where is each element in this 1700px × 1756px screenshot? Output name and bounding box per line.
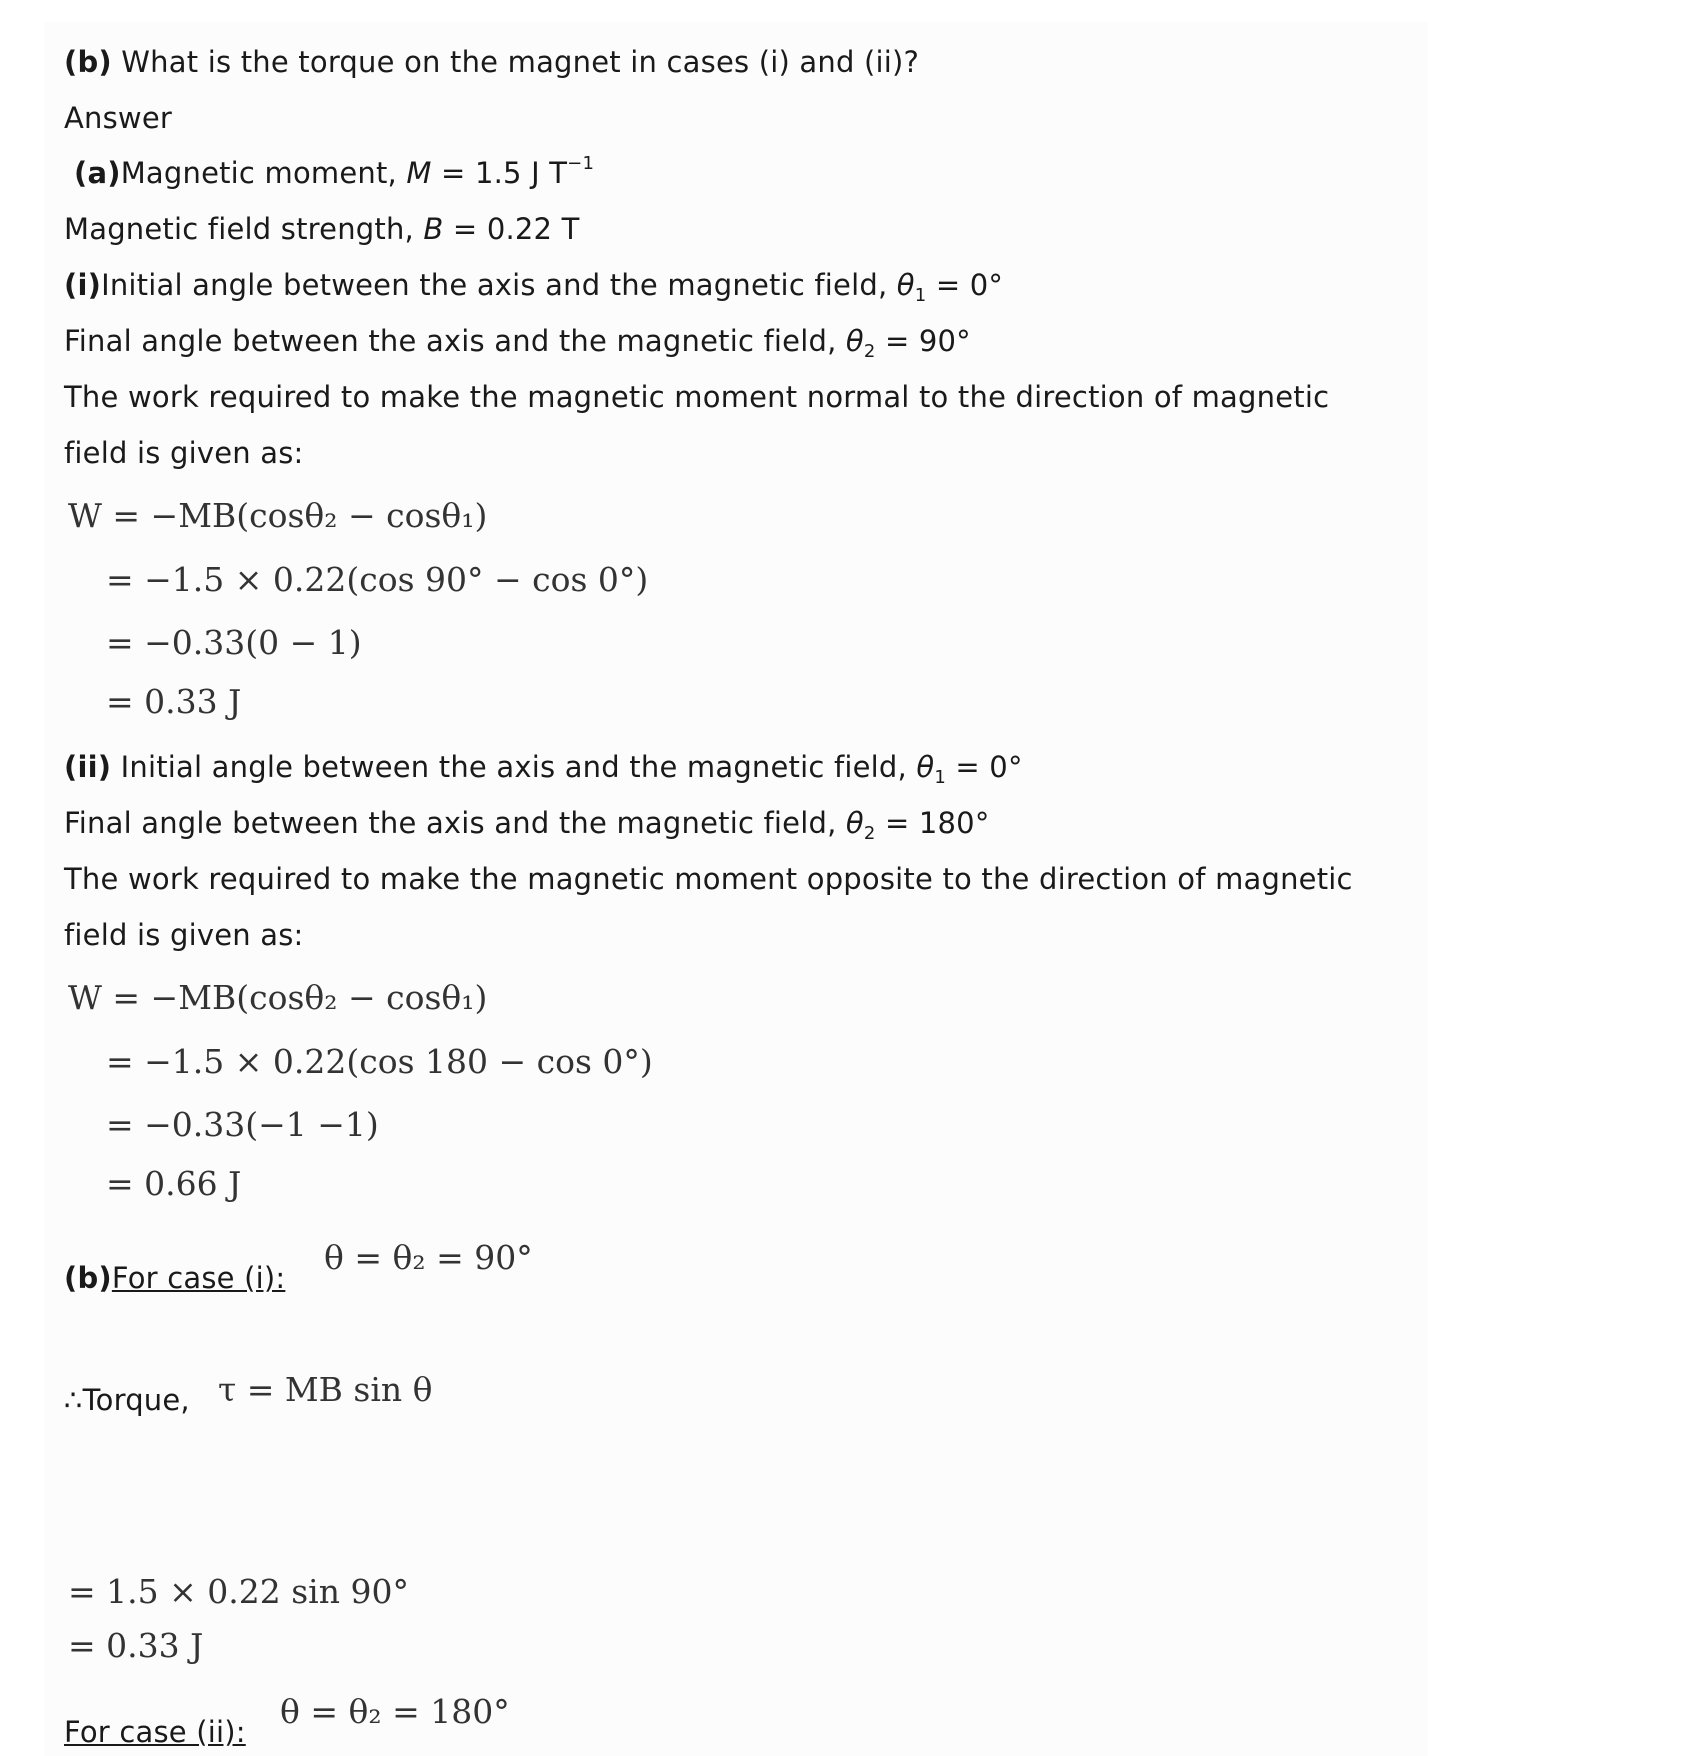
- case-ii-final-value: = 180°: [875, 806, 990, 840]
- for-case-i-link: For case (i):: [111, 1261, 286, 1295]
- case-i-final-value: = 90°: [875, 324, 971, 358]
- field-var: B: [423, 212, 444, 246]
- case-ii-eq2: = −1.5 × 0.22(cos 180 − cos 0°): [106, 1042, 653, 1081]
- case-i-initial-sub: 1: [914, 285, 927, 306]
- case-i-final-sub: 2: [863, 341, 876, 362]
- case-i-eq2: = −1.5 × 0.22(cos 90° − cos 0°): [106, 560, 649, 599]
- case-i-eq3: = −0.33(0 − 1): [106, 623, 362, 662]
- moment-var: M: [406, 156, 432, 190]
- case-i-initial-value: = 0°: [926, 268, 1004, 302]
- case-i-initial-var: θ: [896, 268, 915, 302]
- case-ii-initial-text: Initial angle between the axis and the magnetic field,: [111, 750, 917, 784]
- case-ii-initial-angle: [64, 749, 1023, 788]
- part-b-label: (b): [64, 1261, 112, 1295]
- magnetic-moment-line: [74, 155, 594, 191]
- case-i-label: (i): [64, 268, 102, 302]
- moment-exp: −1: [567, 153, 595, 174]
- case-i-final-text: Final angle between the axis and the magnetic field,: [64, 324, 846, 358]
- case-i-work-line2: field is given as:: [64, 436, 304, 470]
- moment-text: Magnetic moment,: [120, 156, 407, 190]
- torque-eq: τ = MB sin θ: [218, 1370, 433, 1409]
- case-i-final-angle: [64, 323, 971, 362]
- for-case-ii-link: For case (ii):: [64, 1715, 246, 1749]
- case-i-initial-angle: [64, 267, 1004, 306]
- case-ii-eq1: W = −MB(cosθ₂ − cosθ₁): [68, 978, 488, 1017]
- torque-calc2: = 0.33 J: [68, 1626, 204, 1665]
- case-ii-label: (ii): [64, 750, 112, 784]
- torque-calc1: = 1.5 × 0.22 sin 90°: [68, 1572, 409, 1611]
- question-b-label: (b): [64, 45, 112, 79]
- case-i-eq1: W = −MB(cosθ₂ − cosθ₁): [68, 496, 488, 535]
- field-text: Magnetic field strength,: [64, 212, 424, 246]
- case-ii-final-text: Final angle between the axis and the magnetic field,: [64, 806, 846, 840]
- torque-line: ∴Torque,: [64, 1383, 190, 1417]
- part-a-label: (a): [74, 156, 121, 190]
- part-b-case-i: [64, 1260, 285, 1296]
- case-i-theta-eq: θ = θ₂ = 90°: [324, 1238, 533, 1277]
- case-ii-final-angle: [64, 805, 990, 844]
- field-strength-line: [64, 211, 580, 247]
- case-ii-final-sub: 2: [863, 823, 876, 844]
- case-ii-initial-value: = 0°: [945, 750, 1023, 784]
- for-case-ii: [64, 1714, 246, 1750]
- answer-heading: Answer: [64, 101, 173, 135]
- question-b: [64, 44, 919, 80]
- case-ii-final-var: θ: [845, 806, 864, 840]
- case-i-eq4: = 0.33 J: [106, 682, 242, 721]
- case-i-final-var: θ: [845, 324, 864, 358]
- case-ii-work-line2: field is given as:: [64, 918, 304, 952]
- case-ii-initial-sub: 1: [934, 767, 946, 788]
- case-ii-work-line1: The work required to make the magnetic moment opposite to the direction of magnetic: [64, 862, 1353, 896]
- moment-value: = 1.5 J T: [431, 156, 568, 190]
- case-ii-theta-eq: θ = θ₂ = 180°: [280, 1692, 510, 1731]
- case-ii-initial-var: θ: [916, 750, 935, 784]
- case-ii-eq3: = −0.33(−1 −1): [106, 1105, 379, 1144]
- case-i-work-line1: The work required to make the magnetic moment normal to the direction of magnetic: [64, 380, 1330, 414]
- question-b-text: What is the torque on the magnet in cases (i) and (ii)?: [111, 45, 920, 79]
- case-i-initial-text: Initial angle between the axis and the magnetic field,: [101, 268, 897, 302]
- case-ii-eq4: = 0.66 J: [106, 1164, 242, 1203]
- field-value: = 0.22 T: [443, 212, 580, 246]
